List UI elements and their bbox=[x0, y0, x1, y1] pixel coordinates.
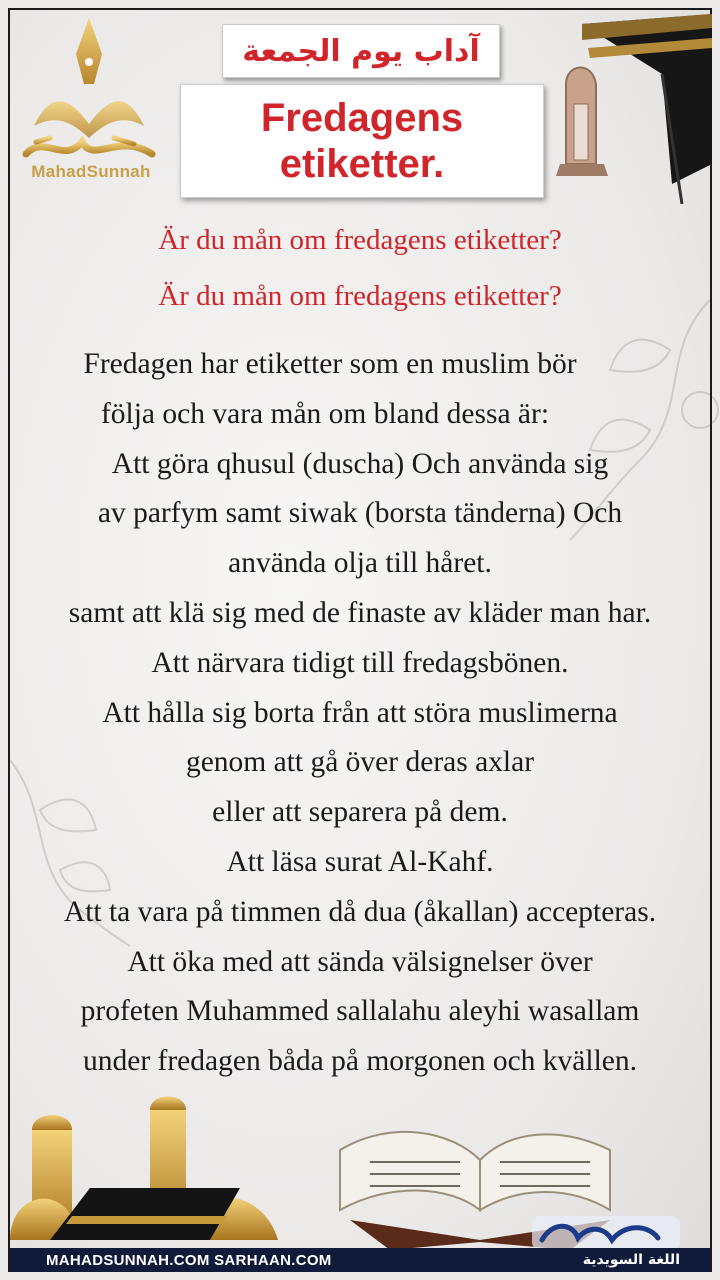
logo-caption: MahadSunnah bbox=[31, 162, 151, 181]
body-line: använda olja till håret. bbox=[228, 547, 492, 580]
body-line: under fredagen båda på morgonen och kvällen. bbox=[82, 1045, 637, 1078]
body-line: Att ta vara på timmen då dua (åkallan) accepteras. bbox=[63, 895, 657, 928]
body-line: Att göra qhusul (duscha) Och använda sig bbox=[111, 447, 609, 480]
title-box bbox=[180, 84, 544, 198]
body-line: Att läsa surat Al-Kahf. bbox=[226, 845, 494, 878]
body-text bbox=[0, 340, 720, 1087]
body-line: samt att klä sig med de finaste av kläder man har. bbox=[68, 596, 652, 629]
body-line: genom att gå över deras axlar bbox=[185, 746, 535, 779]
body-line: Fredagen har etiketter som en muslim bör bbox=[83, 348, 577, 380]
body-line: Att öka med att sända välsignelser över bbox=[127, 945, 593, 978]
body-line: Att närvara tidigt till fredagsbönen. bbox=[151, 646, 569, 679]
question-line: Är du mån om fredagens etiketter? bbox=[158, 224, 562, 256]
arabic-title-banner: آداب يوم الجمعة bbox=[222, 24, 500, 78]
body-line: följa och vara mån om bland dessa är: bbox=[100, 397, 550, 430]
title-line: etiketter. bbox=[279, 142, 445, 186]
title-line: Fredagens bbox=[260, 96, 464, 140]
question-line: Är du mån om fredagens etiketter? bbox=[158, 280, 562, 312]
footer-bar bbox=[10, 1248, 710, 1272]
body-line: Att hålla sig borta från att störa muslimerna bbox=[102, 696, 618, 729]
body-line: profeten Muhammed sallalahu aleyhi wasallam bbox=[80, 995, 640, 1028]
body-line: av parfym samt siwak (borsta tänderna) Och bbox=[97, 497, 623, 530]
sarhaan-logo bbox=[532, 1216, 680, 1250]
footer-language: اللغة السويدية bbox=[582, 1252, 680, 1268]
kaaba-illustration bbox=[552, 14, 712, 204]
footer-websites: MAHADSUNNAH.COM SARHAAN.COM bbox=[46, 1251, 332, 1269]
body-line: eller att separera på dem. bbox=[212, 796, 508, 829]
